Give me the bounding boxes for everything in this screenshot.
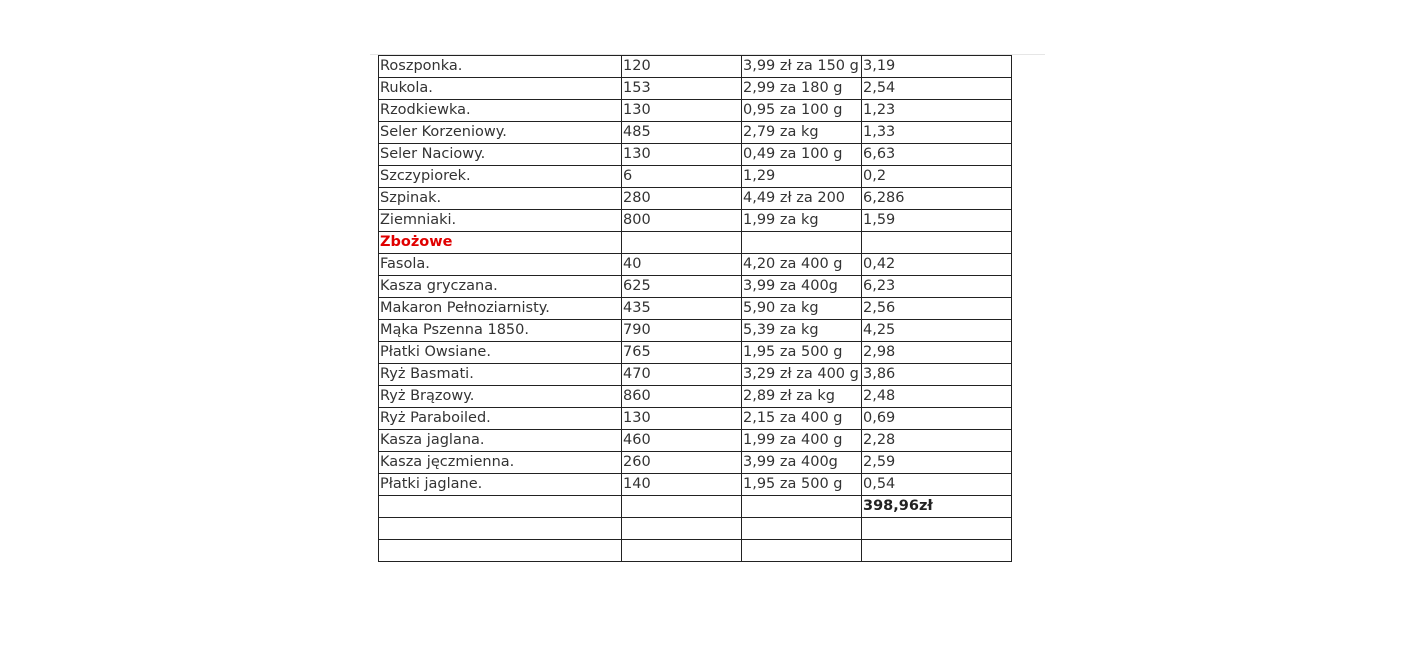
- table-row: [379, 342, 1012, 364]
- item-name-cell: Kasza jęczmienna.: [379, 452, 622, 474]
- item-cost-cell: 1,23: [862, 100, 1012, 122]
- item-price-cell: 1,99 za kg: [742, 210, 862, 232]
- item-name-cell: Płatki jaglane.: [379, 474, 622, 496]
- item-quantity-cell: 130: [622, 100, 742, 122]
- table-row: [379, 56, 1012, 78]
- table-row: [379, 408, 1012, 430]
- table-row: [379, 364, 1012, 386]
- item-price-cell: 1,29: [742, 166, 862, 188]
- empty-cell: [862, 232, 1012, 254]
- item-quantity-cell: 435: [622, 298, 742, 320]
- item-price-cell: 4,20 za 400 g: [742, 254, 862, 276]
- table-row: [379, 386, 1012, 408]
- empty-cell: [862, 518, 1012, 540]
- item-cost-cell: 2,54: [862, 78, 1012, 100]
- item-name-cell: Ryż Paraboiled.: [379, 408, 622, 430]
- item-cost-cell: 1,33: [862, 122, 1012, 144]
- item-name-cell: Seler Korzeniowy.: [379, 122, 622, 144]
- item-name-cell: Szpinak.: [379, 188, 622, 210]
- item-price-cell: 5,90 za kg: [742, 298, 862, 320]
- item-cost-cell: 2,59: [862, 452, 1012, 474]
- item-quantity-cell: 765: [622, 342, 742, 364]
- empty-cell: [379, 540, 622, 562]
- item-price-cell: 2,15 za 400 g: [742, 408, 862, 430]
- item-name-cell: Ziemniaki.: [379, 210, 622, 232]
- item-name-cell: Ryż Brązowy.: [379, 386, 622, 408]
- item-price-cell: 3,99 za 400g: [742, 276, 862, 298]
- item-name-cell: Rzodkiewka.: [379, 100, 622, 122]
- item-price-cell: 2,89 zł za kg: [742, 386, 862, 408]
- item-price-cell: 3,99 za 400g: [742, 452, 862, 474]
- item-price-cell: 5,39 za kg: [742, 320, 862, 342]
- item-cost-cell: 3,86: [862, 364, 1012, 386]
- table-row: [379, 452, 1012, 474]
- table-row: [379, 78, 1012, 100]
- table-row: [379, 210, 1012, 232]
- grocery-cost-table: [378, 55, 1012, 562]
- empty-row: [379, 540, 1012, 562]
- empty-cell: [622, 518, 742, 540]
- item-quantity-cell: 120: [622, 56, 742, 78]
- item-cost-cell: 0,69: [862, 408, 1012, 430]
- empty-cell: [742, 540, 862, 562]
- item-name-cell: Fasola.: [379, 254, 622, 276]
- table-row: [379, 166, 1012, 188]
- item-quantity-cell: 153: [622, 78, 742, 100]
- item-name-cell: Ryż Basmati.: [379, 364, 622, 386]
- item-quantity-cell: 460: [622, 430, 742, 452]
- table-row: [379, 298, 1012, 320]
- section-label: Zbożowe: [379, 232, 622, 254]
- item-price-cell: 0,49 za 100 g: [742, 144, 862, 166]
- empty-cell: [379, 496, 622, 518]
- empty-row: [379, 518, 1012, 540]
- item-cost-cell: 0,42: [862, 254, 1012, 276]
- item-quantity-cell: 280: [622, 188, 742, 210]
- table-row: [379, 276, 1012, 298]
- item-name-cell: Seler Naciowy.: [379, 144, 622, 166]
- item-price-cell: 3,99 zł za 150 g: [742, 56, 862, 78]
- item-cost-cell: 6,23: [862, 276, 1012, 298]
- empty-cell: [742, 232, 862, 254]
- item-quantity-cell: 140: [622, 474, 742, 496]
- item-quantity-cell: 130: [622, 144, 742, 166]
- item-name-cell: Roszponka.: [379, 56, 622, 78]
- item-price-cell: 2,79 za kg: [742, 122, 862, 144]
- item-cost-cell: 2,98: [862, 342, 1012, 364]
- item-name-cell: Rukola.: [379, 78, 622, 100]
- item-name-cell: Szczypiorek.: [379, 166, 622, 188]
- empty-cell: [862, 540, 1012, 562]
- item-price-cell: 3,29 zł za 400 g: [742, 364, 862, 386]
- item-name-cell: Kasza gryczana.: [379, 276, 622, 298]
- item-cost-cell: 0,2: [862, 166, 1012, 188]
- item-quantity-cell: 860: [622, 386, 742, 408]
- item-cost-cell: 0,54: [862, 474, 1012, 496]
- item-cost-cell: 2,56: [862, 298, 1012, 320]
- item-cost-cell: 2,48: [862, 386, 1012, 408]
- empty-cell: [742, 496, 862, 518]
- item-quantity-cell: 790: [622, 320, 742, 342]
- empty-cell: [622, 540, 742, 562]
- table-row: [379, 100, 1012, 122]
- item-price-cell: 1,95 za 500 g: [742, 342, 862, 364]
- item-cost-cell: 6,286: [862, 188, 1012, 210]
- item-quantity-cell: 625: [622, 276, 742, 298]
- item-quantity-cell: 470: [622, 364, 742, 386]
- item-price-cell: 1,95 za 500 g: [742, 474, 862, 496]
- empty-cell: [622, 496, 742, 518]
- item-cost-cell: 2,28: [862, 430, 1012, 452]
- empty-cell: [742, 518, 862, 540]
- table-row: [379, 430, 1012, 452]
- total-row: [379, 496, 1012, 518]
- item-quantity-cell: 800: [622, 210, 742, 232]
- table-row: [379, 144, 1012, 166]
- table-row: [379, 122, 1012, 144]
- item-name-cell: Płatki Owsiane.: [379, 342, 622, 364]
- item-price-cell: 4,49 zł za 200: [742, 188, 862, 210]
- table-row: [379, 320, 1012, 342]
- item-quantity-cell: 130: [622, 408, 742, 430]
- item-cost-cell: 3,19: [862, 56, 1012, 78]
- item-quantity-cell: 6: [622, 166, 742, 188]
- item-quantity-cell: 260: [622, 452, 742, 474]
- table-row: [379, 188, 1012, 210]
- item-cost-cell: 4,25: [862, 320, 1012, 342]
- item-name-cell: Mąka Pszenna 1850.: [379, 320, 622, 342]
- item-quantity-cell: 40: [622, 254, 742, 276]
- item-price-cell: 2,99 za 180 g: [742, 78, 862, 100]
- item-name-cell: Kasza jaglana.: [379, 430, 622, 452]
- item-cost-cell: 6,63: [862, 144, 1012, 166]
- section-header-row: [379, 232, 1012, 254]
- item-name-cell: Makaron Pełnoziarnisty.: [379, 298, 622, 320]
- empty-cell: [379, 518, 622, 540]
- table-row: [379, 474, 1012, 496]
- total-cost-cell: 398,96zł: [862, 496, 1012, 518]
- table-row: [379, 254, 1012, 276]
- empty-cell: [622, 232, 742, 254]
- item-price-cell: 0,95 za 100 g: [742, 100, 862, 122]
- item-cost-cell: 1,59: [862, 210, 1012, 232]
- item-price-cell: 1,99 za 400 g: [742, 430, 862, 452]
- item-quantity-cell: 485: [622, 122, 742, 144]
